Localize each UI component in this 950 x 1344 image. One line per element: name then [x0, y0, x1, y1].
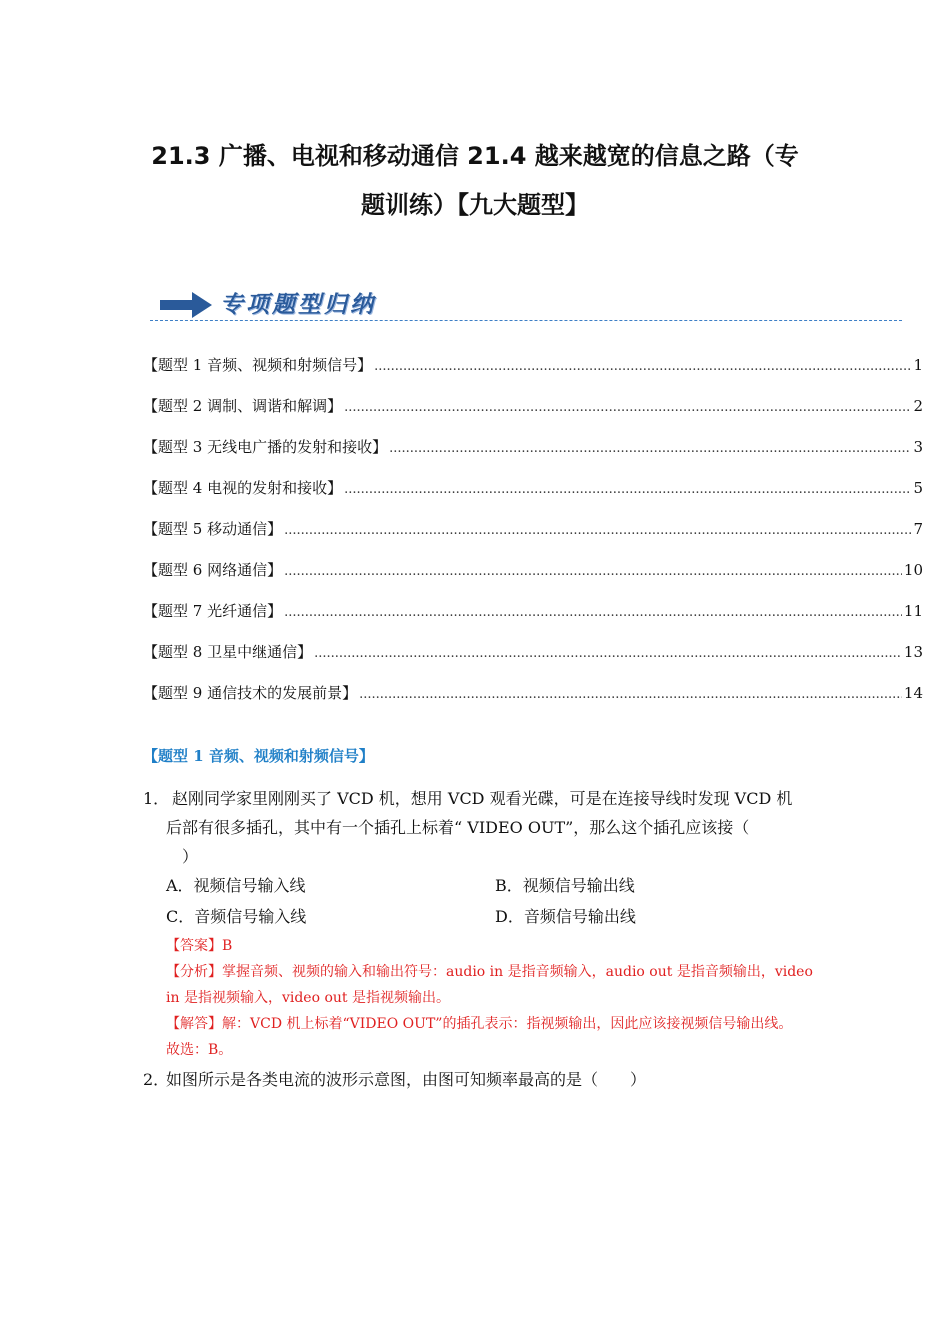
toc-leader — [374, 359, 911, 374]
toc-item[interactable]: 【题型 2 调制、调谐和解调】 ..... 2 — [143, 395, 923, 436]
toc-item[interactable]: 【题型 9 通信技术的发展前景】 ..... 14 — [143, 682, 923, 723]
toc-item[interactable]: 【题型 7 光纤通信】 ..... 11 — [143, 600, 923, 641]
question-1 — [143, 784, 823, 871]
option-d: D．音频信号输出线 — [495, 907, 636, 926]
banner-divider — [150, 320, 902, 321]
page-title — [120, 132, 830, 230]
option-b: B．视频信号输出线 — [495, 876, 635, 895]
analysis-line-1: 【分析】掌握音频、视频的输入和输出符号：audio in 是指音频输入，audio out 是指音频输出，video — [166, 964, 813, 980]
toc-leader — [284, 564, 902, 579]
toc-leader — [344, 400, 911, 415]
table-of-contents — [143, 354, 923, 723]
toc-leader — [359, 687, 902, 702]
question-text: 如图所示是各类电流的波形示意图，由图可知频率最高的是（ ） — [166, 1070, 647, 1089]
toc-item[interactable]: 【题型 6 网络通信】 ..... 10 — [143, 559, 923, 600]
toc-leader — [344, 482, 911, 497]
toc-item[interactable]: 【题型 8 卫星中继通信】 ..... 13 — [143, 641, 923, 682]
title-line-2: 题训练）【九大题型】 — [361, 191, 589, 219]
arrow-right-icon — [160, 292, 212, 318]
option-a: A．视频信号输入线 — [166, 876, 306, 895]
toc-leader — [284, 523, 911, 538]
title-line-1: 21.3 广播、电视和移动通信 21.4 越来越宽的信息之路（专 — [151, 142, 799, 170]
analysis-line-2: in 是指视频输入，video out 是指视频输出。 — [166, 990, 450, 1006]
question-2 — [143, 1065, 823, 1094]
toc-item[interactable]: 【题型 1 音频、视频和射频信号】 ..... 1 — [143, 354, 923, 395]
question-number: 2． — [143, 1070, 170, 1089]
question-text: 赵刚同学家里刚刚买了 VCD 机，想用 VCD 观看光碟，可是在连接导线时发现 VCD 机 后部有很多插孔，其中有一个插孔上标着“ VIDEO OUT”，那么这个插孔应该接（ ） — [166, 789, 793, 866]
toc-leader — [389, 441, 911, 456]
toc-item[interactable]: 【题型 5 移动通信】 ..... 7 — [143, 518, 923, 559]
question-number: 1． — [143, 789, 170, 808]
toc-item[interactable]: 【题型 4 电视的发射和接收】 ..... 5 — [143, 477, 923, 518]
solution-line-1: 【解答】解：VCD 机上标着“VIDEO OUT”的插孔表示：指视频输出，因此应该接视频信号输出线。 — [166, 1016, 793, 1032]
answer-block — [166, 933, 816, 1063]
toc-leader — [314, 646, 902, 661]
section-banner — [150, 286, 902, 326]
banner-title: 专项题型归纳 — [220, 292, 376, 318]
answer: 【答案】B — [166, 938, 233, 954]
toc-item[interactable]: 【题型 3 无线电广播的发射和接收】 ..... 3 — [143, 436, 923, 477]
toc-leader — [284, 605, 902, 620]
option-c: C．音频信号输入线 — [166, 907, 307, 926]
solution-line-2: 故选：B。 — [166, 1042, 233, 1058]
section-heading: 【题型 1 音频、视频和射频信号】 — [143, 747, 374, 765]
